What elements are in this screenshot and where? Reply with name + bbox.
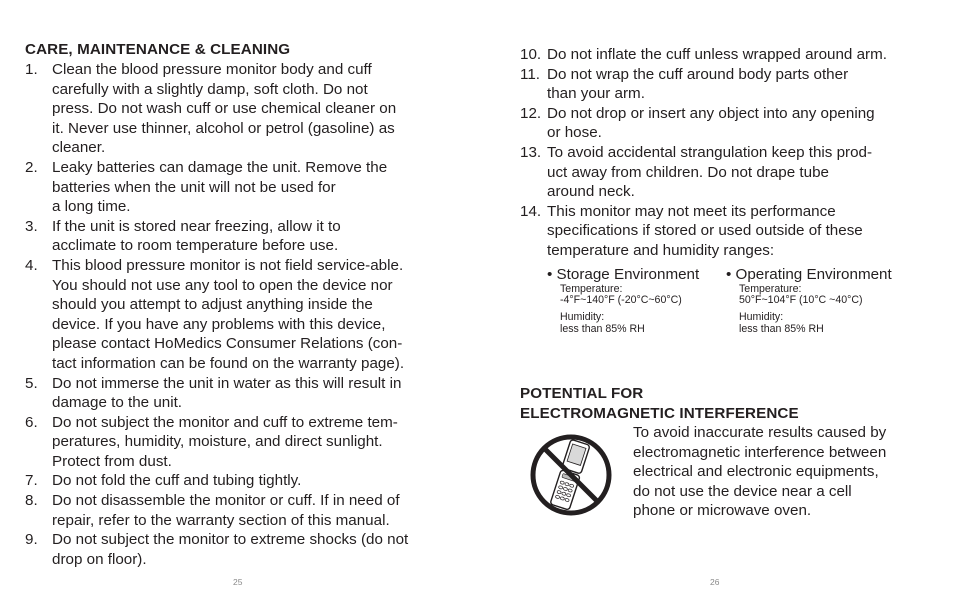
text-line: Do not drop or insert any object into any opening bbox=[547, 104, 875, 122]
text-line: specifications if stored or used outside of these bbox=[547, 222, 863, 240]
list-item-number: 9. bbox=[25, 531, 38, 549]
list-item-number: 14. bbox=[520, 202, 542, 220]
list-item-number: 13. bbox=[520, 143, 542, 161]
list-item-text bbox=[52, 491, 455, 530]
list-item-text bbox=[547, 45, 950, 65]
text-line: This monitor may not meet its performance bbox=[547, 202, 836, 220]
text-line: around neck. bbox=[547, 183, 635, 201]
text-line: do not use the device near a cell bbox=[633, 482, 852, 500]
list-item bbox=[25, 256, 455, 374]
text-line: should you attempt to adjust anything inside the bbox=[52, 296, 373, 314]
text-line: acclimate to room temperature before use. bbox=[52, 237, 339, 255]
text-line: temperature and humidity ranges: bbox=[547, 241, 775, 259]
list-item bbox=[25, 530, 455, 569]
text-line: please contact HoMedics Consumer Relations (con- bbox=[52, 335, 403, 353]
operating-temp-value: 50°F~104°F (10°C ~40°C) bbox=[739, 294, 863, 307]
care-maintenance-heading: CARE, MAINTENANCE & CLEANING bbox=[25, 41, 291, 58]
text-line: carefully with a slightly damp, soft cloth. Do not bbox=[52, 80, 368, 98]
text-line: peratures, humidity, moisture, and direct sunlight. bbox=[52, 433, 383, 451]
operating-humidity-value: less than 85% RH bbox=[739, 322, 824, 335]
list-item-text bbox=[52, 217, 455, 256]
list-item bbox=[25, 413, 455, 472]
storage-environment-title: • Storage Environment bbox=[547, 266, 700, 283]
list-item-text bbox=[52, 471, 455, 491]
list-item bbox=[520, 45, 950, 65]
emi-warning-text bbox=[633, 423, 943, 521]
page-number-right: 26 bbox=[710, 577, 720, 587]
list-item-number: 4. bbox=[25, 256, 38, 274]
text-line: a long time. bbox=[52, 198, 131, 216]
storage-humidity-label: Humidity: bbox=[560, 311, 605, 324]
text-line: electrical and electronic equipments, bbox=[633, 463, 879, 481]
emi-heading-line1: POTENTIAL FOR bbox=[520, 385, 644, 402]
text-line: damage to the unit. bbox=[52, 394, 183, 412]
emi-heading bbox=[520, 384, 940, 423]
list-item-text bbox=[547, 65, 950, 104]
text-line: Leaky batteries can damage the unit. Remove the bbox=[52, 158, 388, 176]
care-instructions-list-continued bbox=[520, 45, 950, 261]
operating-humidity-label: Humidity: bbox=[739, 311, 784, 324]
no-cell-phone-icon bbox=[529, 433, 613, 517]
list-item-number: 6. bbox=[25, 413, 38, 431]
list-item-number: 10. bbox=[520, 46, 542, 63]
list-item-text bbox=[52, 256, 455, 374]
text-line: Protect from dust. bbox=[52, 452, 172, 470]
text-line: press. Do not wash cuff or use chemical cleaner on bbox=[52, 100, 397, 118]
care-instructions-list bbox=[25, 60, 455, 569]
page-number-left: 25 bbox=[233, 577, 243, 587]
text-line: Do not inflate the cuff unless wrapped around arm. bbox=[547, 46, 887, 63]
emi-heading-line2: ELECTROMAGNETIC INTERFERENCE bbox=[520, 404, 799, 422]
storage-temp-value: -4°F~140°F (-20°C~60°C) bbox=[560, 294, 682, 307]
text-line: uct away from children. Do not drape tube bbox=[547, 163, 829, 181]
text-line: Do not fold the cuff and tubing tightly. bbox=[52, 472, 302, 490]
list-item bbox=[25, 217, 455, 256]
list-item bbox=[520, 65, 950, 104]
list-item-text bbox=[547, 104, 950, 143]
list-item bbox=[25, 158, 455, 217]
storage-temp-label: Temperature: bbox=[560, 283, 623, 295]
list-item-number: 5. bbox=[25, 374, 38, 392]
operating-temp-label: Temperature: bbox=[739, 283, 802, 295]
text-line: Do not subject the monitor to extreme shocks (do not bbox=[52, 531, 409, 549]
text-line: You should not use any tool to open the device nor bbox=[52, 276, 393, 294]
list-item bbox=[25, 374, 455, 413]
text-line: batteries when the unit will not be used for bbox=[52, 178, 336, 196]
text-line: To avoid accidental strangulation keep this prod- bbox=[547, 143, 873, 161]
list-item bbox=[520, 202, 950, 261]
list-item-text bbox=[52, 413, 455, 472]
text-line: than your arm. bbox=[547, 85, 645, 103]
storage-environment bbox=[547, 265, 742, 335]
text-line: it. Never use thinner, alcohol or petrol (gasoline) as bbox=[52, 119, 395, 137]
text-line: Clean the blood pressure monitor body and cuff bbox=[52, 61, 372, 78]
operating-environment-title: • Operating Environment bbox=[726, 266, 892, 283]
text-line: repair, refer to the warranty section of this manual. bbox=[52, 511, 390, 529]
storage-humidity-value: less than 85% RH bbox=[560, 322, 645, 335]
list-item-number: 11. bbox=[520, 65, 540, 83]
list-item bbox=[520, 143, 950, 202]
list-item-text bbox=[52, 374, 455, 413]
list-item bbox=[520, 104, 950, 143]
list-item-text bbox=[547, 143, 950, 202]
list-item bbox=[25, 471, 455, 491]
text-line: or hose. bbox=[547, 124, 602, 142]
text-line: Do not disassemble the monitor or cuff. If in need of bbox=[52, 492, 400, 510]
operating-environment bbox=[726, 265, 921, 335]
list-item-number: 8. bbox=[25, 492, 38, 510]
list-item bbox=[25, 60, 455, 158]
list-item-number: 2. bbox=[25, 158, 38, 176]
text-line: electromagnetic interference between bbox=[633, 443, 887, 461]
text-line: Do not subject the monitor and cuff to extreme tem- bbox=[52, 413, 398, 431]
list-item-number: 1. bbox=[25, 61, 38, 78]
text-line: This blood pressure monitor is not field service-able. bbox=[52, 256, 404, 274]
list-item-number: 7. bbox=[25, 472, 38, 490]
text-line: device. If you have any problems with this device, bbox=[52, 315, 386, 333]
text-line: cleaner. bbox=[52, 139, 106, 157]
list-item-text bbox=[52, 60, 455, 158]
list-item-number: 3. bbox=[25, 217, 38, 235]
text-line: drop on floor). bbox=[52, 550, 147, 568]
text-line: tact information can be found on the warranty page). bbox=[52, 354, 405, 372]
text-line: Do not immerse the unit in water as this will result in bbox=[52, 374, 402, 392]
list-item-text bbox=[547, 202, 950, 261]
text-line: If the unit is stored near freezing, allow it to bbox=[52, 217, 341, 235]
list-item bbox=[25, 491, 455, 530]
text-line: Do not wrap the cuff around body parts other bbox=[547, 65, 849, 83]
list-item-text bbox=[52, 530, 455, 569]
text-line: To avoid inaccurate results caused by bbox=[633, 424, 887, 441]
text-line: phone or microwave oven. bbox=[633, 502, 812, 520]
list-item-text bbox=[52, 158, 455, 217]
right-page bbox=[477, 0, 954, 600]
list-item-number: 12. bbox=[520, 104, 542, 122]
